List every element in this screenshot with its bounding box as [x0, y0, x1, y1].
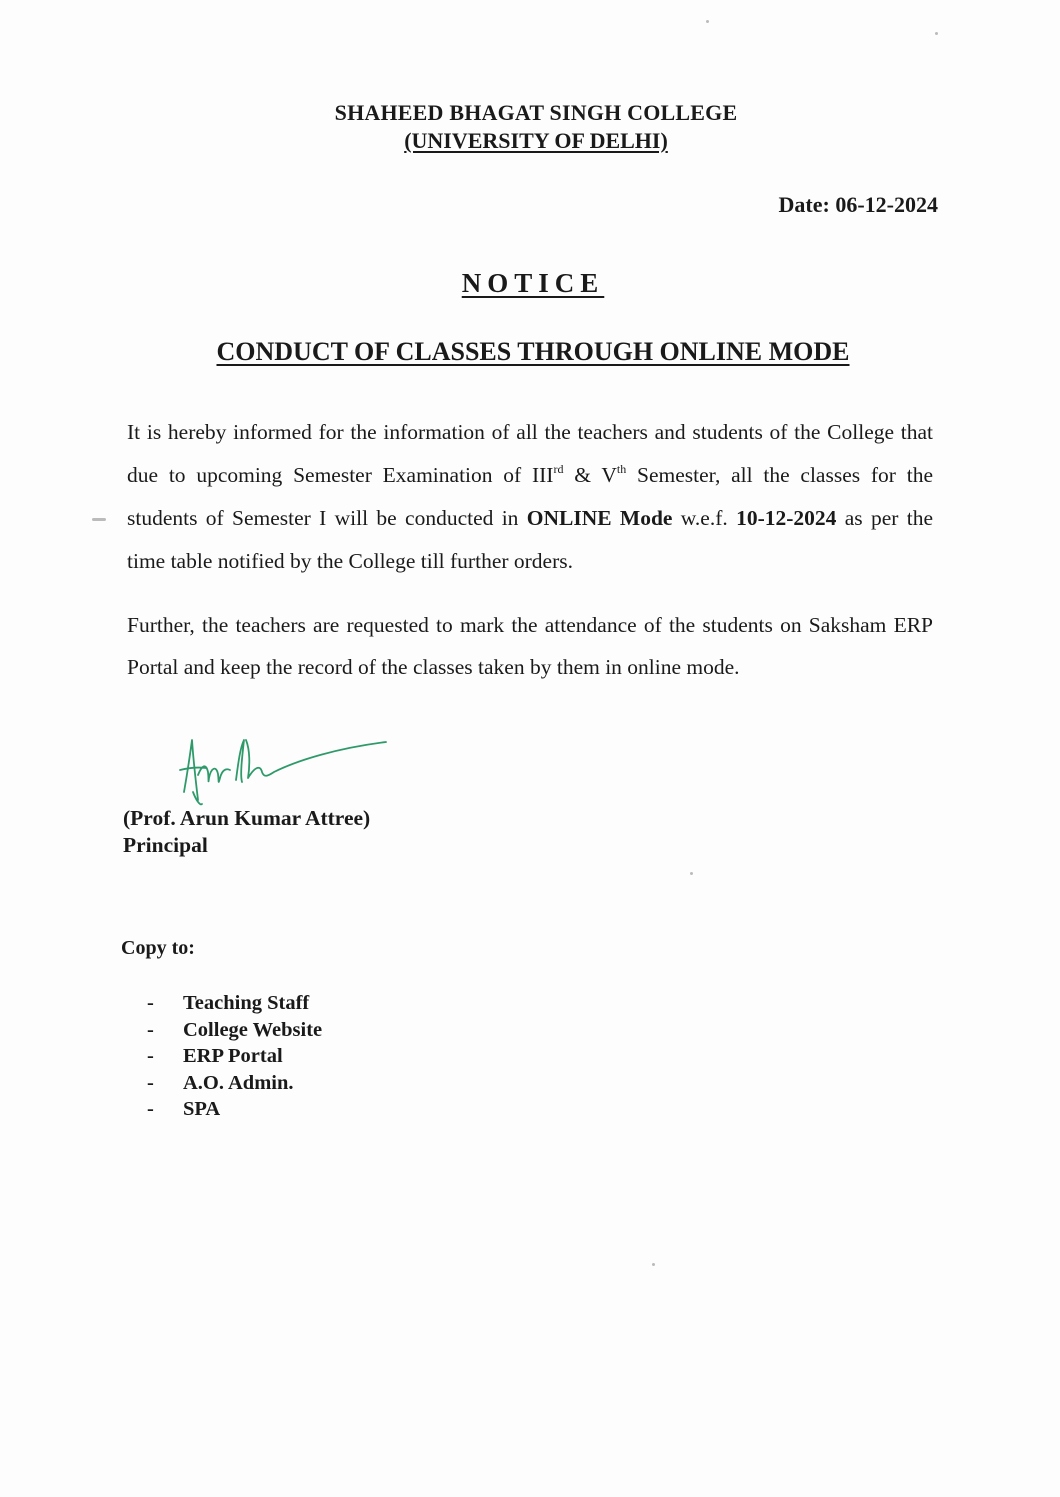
list-item: - College Website — [147, 1018, 323, 1041]
handwritten-signature — [178, 730, 393, 810]
list-item: - ERP Portal — [147, 1045, 283, 1067]
copy-recipient: Teaching Staff — [183, 992, 310, 1014]
copy-recipient: ERP Portal — [183, 1045, 283, 1067]
list-item: - SPA — [147, 1098, 221, 1120]
notice-paragraph-1 — [127, 411, 933, 583]
notice-paragraph-2: Further, the teachers are requested to mark the attendance of the students on Saksham ERP Portal and keep the record of the classes taken by them in online mode. — [127, 613, 933, 679]
paragraph-text: Semester, all the classes for the students of Semester I will be conducted in — [127, 463, 933, 530]
scan-speck — [690, 872, 693, 875]
emphasis-online-mode: ONLINE Mode — [526, 506, 673, 530]
signature-strokes — [180, 740, 386, 804]
signatory-name: (Prof. Arun Kumar Attree) — [123, 806, 371, 830]
copy-to-list — [147, 990, 322, 1123]
copy-recipient: SPA — [183, 1098, 221, 1120]
copy-to-label: Copy to: — [121, 937, 195, 959]
scan-speck — [652, 1263, 655, 1266]
notice-date: Date: 06-12-2024 — [778, 192, 938, 217]
college-name: SHAHEED BHAGAT SINGH COLLEGE — [334, 100, 738, 125]
list-item: - Teaching Staff — [147, 992, 310, 1014]
paragraph-text: w.e.f. — [672, 506, 737, 530]
paragraph-text: It is hereby informed for the information of all the teachers and students of the College that due to upcoming Semester Examination of III — [127, 420, 933, 487]
ordinal-suffix: rd — [553, 462, 564, 476]
paragraph-text: & V — [563, 463, 617, 487]
paragraph-text: as per the time table notified by the College till further orders. — [127, 506, 933, 573]
ordinal-suffix: th — [616, 462, 627, 476]
scan-speck — [706, 20, 709, 23]
copy-recipient: College Website — [183, 1018, 323, 1041]
notice-title: NOTICE — [461, 268, 605, 298]
university-name: (UNIVERSITY OF DELHI) — [404, 128, 668, 153]
emphasis-start-date: 10-12-2024 — [736, 506, 837, 530]
signatory-title: Principal — [123, 833, 208, 857]
scan-speck — [92, 518, 106, 521]
list-item: - A.O. Admin. — [147, 1071, 294, 1094]
notice-subject: CONDUCT OF CLASSES THROUGH ONLINE MODE — [216, 337, 850, 366]
scan-speck — [935, 32, 938, 35]
copy-recipient: A.O. Admin. — [183, 1071, 294, 1094]
